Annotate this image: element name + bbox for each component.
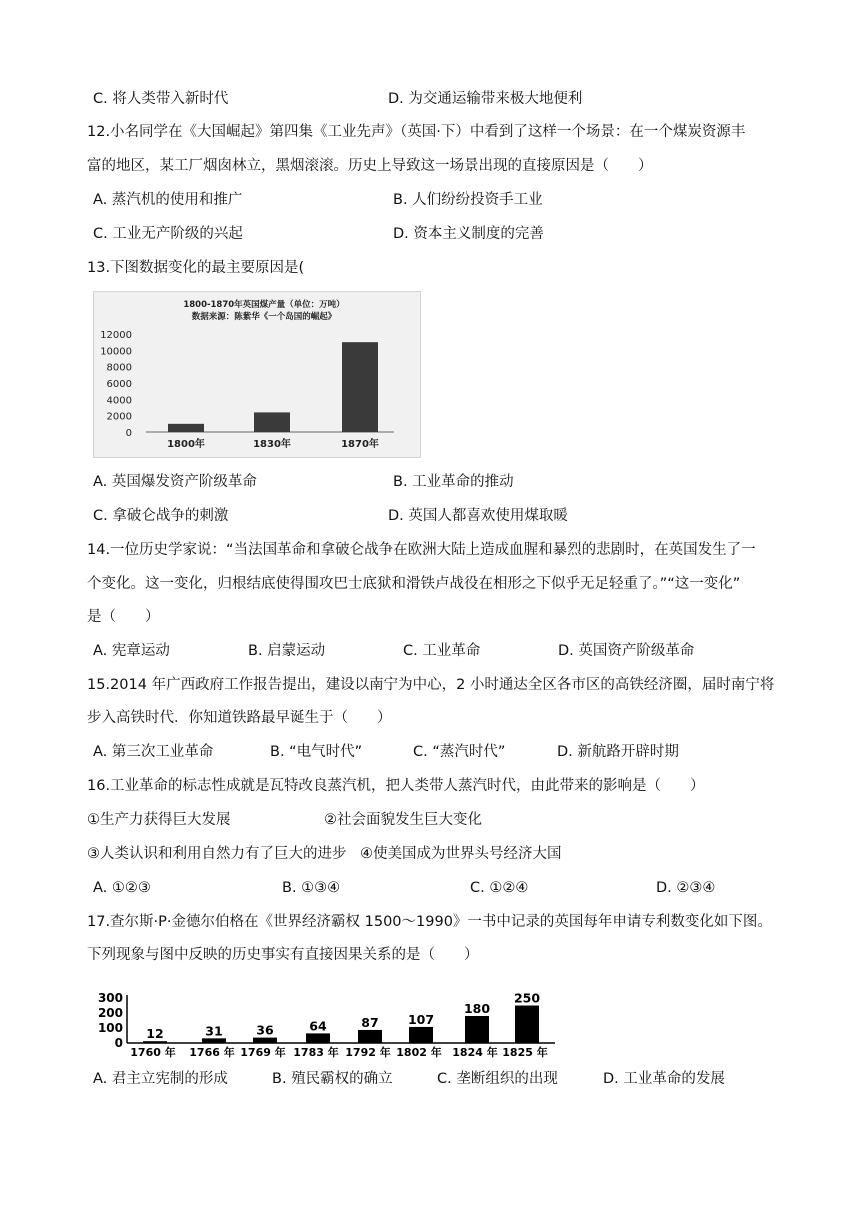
q16-stem: 16.工业革命的标志性成就是瓦特改良蒸汽机，把人类带人蒸汽时代，由此带来的影响是（ ） [87, 778, 705, 794]
patent-chart-value-label: 31 [205, 1023, 223, 1039]
q15-option-b: B. “电气时代” [270, 744, 363, 760]
q13-stem: 13.下图数据变化的最主要原因是( [87, 260, 305, 276]
q16-option-b: B. ①③④ [282, 880, 341, 896]
patent-chart-value-label: 64 [309, 1018, 327, 1034]
coal-chart-subtitle: 数据来源：陈紫华《一个岛国的崛起》 [191, 312, 337, 322]
q11-option-d: D. 为交通运输带来极大地便利 [388, 91, 583, 107]
coal-output-chart-svg [94, 292, 420, 457]
patent-chart-svg [93, 990, 563, 1058]
coal-chart-category-label: 1800年 [167, 439, 205, 450]
q17-stem-line2: 下列现象与图中反映的历史事实有直接因果关系的是（ ） [87, 947, 479, 963]
q14-option-d: D. 英国资产阶级革命 [558, 643, 695, 659]
patent-chart-category-label: 1792 年 [345, 1046, 391, 1058]
patent-chart-bar [465, 1016, 489, 1043]
patent-chart [93, 990, 563, 1058]
patent-chart-y-tick: 0 [114, 1036, 123, 1050]
patent-chart-value-label: 107 [407, 1011, 435, 1027]
q13-option-d: D. 英国人都喜欢使用煤取暖 [388, 508, 568, 524]
q17-option-a: A. 君主立宪制的形成 [93, 1071, 228, 1087]
coal-chart-y-tick: 10000 [100, 346, 132, 358]
q14-option-c: C. 工业革命 [403, 643, 481, 659]
coal-chart-y-tick: 4000 [106, 395, 132, 407]
q17-stem-line1: 17.查尔斯·P·金德尔伯格在《世界经济霸权 1500～1990》一书中记录的英国每年申请专利数变化如下图。 [87, 914, 772, 930]
coal-chart-category-label: 1870年 [341, 439, 379, 450]
coal-chart-y-tick: 6000 [106, 379, 132, 390]
coal-chart-title: 1800-1870年英国煤产量（单位：万吨） [183, 300, 345, 310]
patent-chart-category-label: 1769 年 [240, 1046, 286, 1058]
q17-option-d: D. 工业革命的发展 [603, 1071, 725, 1087]
q13-option-c: C. 拿破仑战争的刺激 [93, 508, 229, 524]
patent-chart-category-label: 1766 年 [189, 1046, 235, 1058]
patent-chart-bar [143, 1041, 167, 1043]
q15-stem-line1: 15.2014 年广西政府工作报告提出，建设以南宁为中心，2 小时通达全区各市区的高铁经济圈，届时南宁将 [87, 677, 775, 693]
q15-option-d: D. 新航路开辟时期 [557, 744, 679, 760]
q13-option-b: B. 工业革命的推动 [393, 474, 514, 490]
patent-chart-bar [515, 1006, 539, 1044]
q14-stem-line2: 个变化。这一变化，归根结底使得围攻巴士底狱和滑铁卢战役在相形之下似乎无足轻重了。”“这一变化” [87, 576, 741, 592]
coal-chart-category-label: 1830年 [253, 439, 291, 450]
q16-option-d: D. ②③④ [656, 880, 716, 896]
q16-item-1: ①生产力获得巨大发展 [87, 812, 231, 828]
patent-chart-value-label: 12 [146, 1026, 164, 1042]
patent-chart-category-label: 1760 年 [130, 1046, 176, 1058]
patent-chart-bar [306, 1033, 330, 1043]
patent-chart-category-label: 1825 年 [502, 1046, 548, 1058]
q16-option-a: A. ①②③ [93, 880, 151, 896]
q15-option-c: C. “蒸汽时代” [413, 744, 506, 760]
q16-item-3: ③人类认识和利用自然力有了巨大的进步 [87, 846, 347, 862]
patent-chart-y-tick: 200 [97, 1006, 123, 1020]
patent-chart-bar [253, 1038, 277, 1043]
q15-stem-line2: 步入高铁时代．你知道铁路最早诞生于（ ） [87, 710, 392, 726]
coal-chart-y-tick: 8000 [106, 362, 132, 374]
q14-option-a: A. 宪章运动 [93, 643, 170, 659]
q16-item-2: ②社会面貌发生巨大变化 [324, 812, 482, 828]
coal-chart-bar [168, 424, 204, 432]
q11-option-c: C. 将人类带入新时代 [93, 91, 229, 107]
coal-chart-y-tick: 2000 [106, 411, 132, 423]
q12-stem-line1: 12.小名同学在《大国崛起》第四集《工业先声》（英国·下）中看到了这样一个场景：在一个煤炭资源丰 [87, 124, 746, 140]
patent-chart-bar [358, 1030, 382, 1043]
coal-output-chart [93, 291, 421, 458]
q14-stem-line1: 14.一位历史学家说：“当法国革命和拿破仑战争在欧洲大陆上造成血腥和暴烈的悲剧时，在英国发生了一 [87, 542, 756, 558]
q13-option-a: A. 英国爆发资产阶级革命 [93, 474, 257, 490]
q15-option-a: A. 第三次工业革命 [93, 744, 214, 760]
q12-stem-line2: 富的地区，某工厂烟囱林立，黑烟滚滚。历史上导致这一场景出现的直接原因是（ ） [87, 158, 653, 174]
q12-option-b: B. 人们纷纷投资手工业 [393, 192, 543, 208]
q12-option-d: D. 资本主义制度的完善 [393, 226, 544, 242]
patent-chart-bar [202, 1038, 226, 1043]
patent-chart-y-tick: 300 [97, 991, 123, 1005]
patent-chart-bar [409, 1027, 433, 1043]
q17-option-c: C. 垄断组织的出现 [437, 1071, 558, 1087]
patent-chart-value-label: 250 [513, 990, 541, 1006]
coal-chart-bar [254, 412, 290, 432]
patent-chart-category-label: 1783 年 [293, 1046, 339, 1058]
patent-chart-category-label: 1824 年 [452, 1046, 498, 1058]
q17-option-b: B. 殖民霸权的确立 [272, 1071, 393, 1087]
q16-option-c: C. ①②④ [470, 880, 529, 896]
coal-chart-y-tick: 0 [125, 428, 132, 439]
coal-chart-y-tick: 12000 [100, 330, 132, 341]
patent-chart-y-tick: 100 [97, 1021, 123, 1035]
patent-chart-value-label: 36 [256, 1022, 274, 1038]
patent-chart-category-label: 1802 年 [396, 1046, 442, 1058]
q14-option-b: B. 启蒙运动 [248, 643, 326, 659]
patent-chart-value-label: 180 [463, 1001, 491, 1016]
q12-option-a: A. 蒸汽机的使用和推广 [93, 192, 243, 208]
q14-stem-line3: 是（ ） [87, 609, 160, 625]
coal-chart-bar [342, 342, 378, 432]
q16-item-4: ④使美国成为世界头号经济大国 [360, 846, 562, 862]
patent-chart-value-label: 87 [361, 1014, 379, 1030]
q12-option-c: C. 工业无产阶级的兴起 [93, 226, 243, 242]
